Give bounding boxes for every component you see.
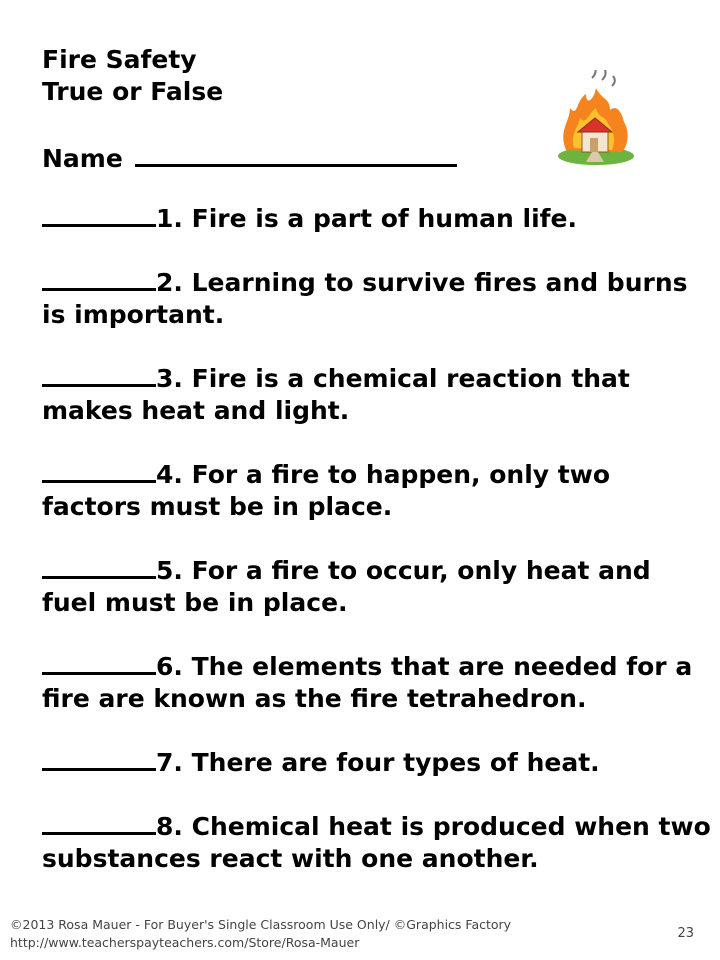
question-text: Fire is a part of human life. (191, 204, 577, 233)
question-number: 8. (156, 812, 183, 841)
answer-blank[interactable] (42, 362, 156, 387)
question-text: Learning to survive fires and burns is important. (42, 268, 688, 329)
question-number: 5. (156, 556, 183, 585)
answer-blank[interactable] (42, 202, 156, 227)
worksheet-title (42, 44, 223, 108)
answer-blank[interactable] (42, 746, 156, 771)
question-item (42, 650, 712, 715)
question-number: 3. (156, 364, 183, 393)
page-number: 23 (677, 926, 694, 941)
question-number: 1. (156, 204, 183, 233)
question-text: The elements that are needed for a fire are known as the fire tetrahedron. (42, 652, 693, 713)
answer-blank[interactable] (42, 266, 156, 291)
question-item (42, 746, 712, 779)
burning-house-icon (556, 70, 640, 170)
answer-blank[interactable] (42, 554, 156, 579)
question-text: There are four types of heat. (191, 748, 600, 777)
title-line-1: Fire Safety (42, 45, 197, 74)
question-item (42, 458, 712, 523)
question-item (42, 362, 712, 427)
question-text: For a fire to happen, only two factors must be in place. (42, 460, 610, 521)
copyright-line: ©2013 Rosa Mauer - For Buyer's Single Classroom Use Only/ ©Graphics Factory (10, 917, 512, 932)
answer-blank[interactable] (42, 458, 156, 483)
question-number: 6. (156, 652, 183, 681)
question-item (42, 810, 712, 875)
name-blank[interactable] (135, 140, 457, 167)
question-item (42, 554, 712, 619)
question-text: Chemical heat is produced when two substances react with one another. (42, 812, 711, 873)
question-item (42, 202, 712, 235)
question-number: 7. (156, 748, 183, 777)
name-label: Name (42, 144, 123, 173)
title-line-2: True or False (42, 77, 224, 106)
question-item (42, 266, 712, 331)
question-number: 4. (156, 460, 183, 489)
question-text: Fire is a chemical reaction that makes heat and light. (42, 364, 630, 425)
answer-blank[interactable] (42, 650, 156, 675)
store-url: http://www.teacherspayteachers.com/Store/Rosa-Mauer (10, 935, 360, 950)
question-text: For a fire to occur, only heat and fuel must be in place. (42, 556, 651, 617)
question-number: 2. (156, 268, 183, 297)
name-field (42, 140, 457, 175)
copyright-footer (10, 916, 511, 952)
answer-blank[interactable] (42, 810, 156, 835)
